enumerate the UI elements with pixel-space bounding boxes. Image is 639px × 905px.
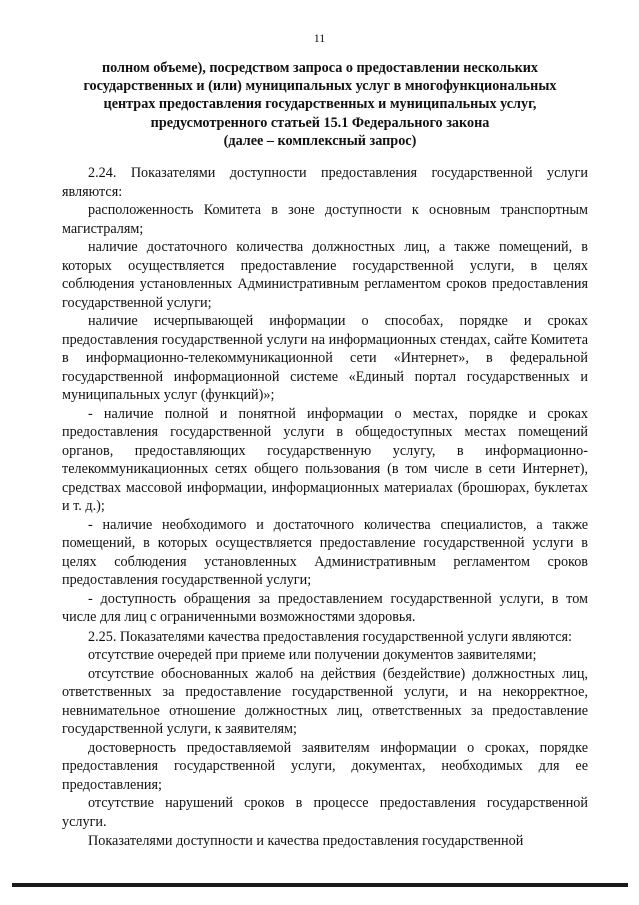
paragraph-no-complaints: отсутствие обоснованных жалоб на действия (бездействие) должностных лиц, ответственных за предоставление государственной услуги, и на некорректное, невнимательное отношение должностных лиц, ответственных за предоставление государственной услуги, к заявителям; xyxy=(62,665,588,737)
section-heading xyxy=(80,59,560,150)
bottom-border-line xyxy=(12,883,628,887)
paragraph-no-queues: отсутствие очередей при приеме или получении документов заявителями; xyxy=(88,647,537,663)
paragraph-2-24: 2.24. Показателями доступности предоставления государственной услуги являются: xyxy=(62,165,588,200)
paragraph-specialists: - наличие необходимого и достаточного количества специалистов, а также помещений, в которых осуществляется предоставление государственной услуги в целях соблюдения установленных Административным регламентом сроков предоставления государственной услуги; xyxy=(62,516,588,588)
paragraph-information-availability: наличие исчерпывающей информации о способах, порядке и сроках предоставления государственной услуги на информационных стендах, сайте Комитета в информационно-телекоммуникационной сети «Интернет», в федеральной государственной информационной системе «Единый портал государственных и муниципальных услуг (функций)»; xyxy=(62,313,588,403)
paragraph-2-25: 2.25. Показателями качества предоставления государственной услуги являются: xyxy=(88,628,572,645)
paragraph-public-information: - наличие полной и понятной информации о местах, порядке и сроках предоставления государственной услуги в общедоступных местах помещений органов, предоставляющих государственную услугу, в информационно-телекоммуникационных сетях общего пользования (в том числе в сети Интернет), средствах массовой информации, информационных материалах (брошюрах, буклетах и т. д.); xyxy=(62,405,588,514)
paragraph-staff-and-premises: наличие достаточного количества должностных лиц, а также помещений, в которых осуществляется предоставление государственной услуги, в целях соблюдения установленных Административным регламентом сроков предоставления государственной услуги; xyxy=(62,239,588,311)
heading-line: полном объеме), посредством запроса о предоставлении нескольких xyxy=(101,60,539,76)
paragraph-accessibility-quality: Показателями доступности и качества предоставления государственной xyxy=(88,833,524,849)
heading-line: центрах предоставления государственных и муниципальных услуг, xyxy=(103,96,537,113)
paragraph-disability-access: - доступность обращения за предоставлением государственной услуги, в том числе для лиц с ограниченными возможностями здоровья. xyxy=(62,590,588,625)
paragraph-transport-accessibility: расположенность Комитета в зоне доступности к основным транспортным магистралям; xyxy=(62,202,588,237)
page-number: 11 xyxy=(313,31,326,45)
heading-line: государственных и (или) муниципальных услуг в многофункциональных xyxy=(83,78,557,95)
paragraph-reliable-information: достоверность предоставляемой заявителям информации о сроках, порядке предоставления государственной услуги, документах, необходимых для ее предоставления; xyxy=(62,739,588,793)
heading-line: предусмотренного статьей 15.1 Федерального закона xyxy=(150,114,490,131)
paragraph-no-deadline-violations: отсутствие нарушений сроков в процессе предоставления государственной услуги. xyxy=(62,795,588,830)
heading-line: (далее – комплексный запрос) xyxy=(223,132,417,149)
document-body xyxy=(62,164,588,851)
